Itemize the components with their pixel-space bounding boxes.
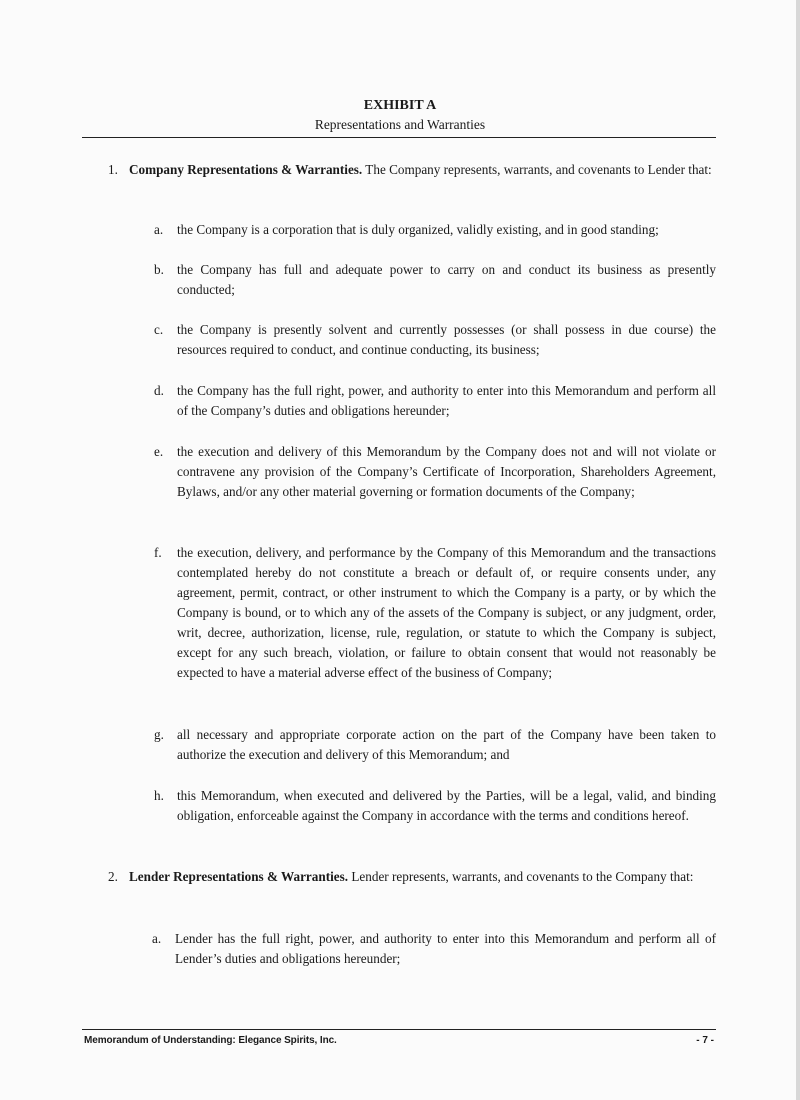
- exhibit-subtitle: Representations and Warranties: [314, 117, 486, 132]
- footer-divider: [82, 1029, 716, 1030]
- list-item: [154, 260, 716, 300]
- item-letter: a.: [152, 931, 162, 946]
- section-body: [129, 160, 716, 180]
- list-item: [154, 786, 716, 826]
- section-lender-representations: [108, 867, 716, 887]
- section-number: 2.: [108, 869, 118, 884]
- section-lead: Lender Representations & Warranties.: [129, 869, 349, 884]
- item-text: the execution and delivery of this Memorandum by the Company does not and will not violate or contravene any provision of the Company’s Certificate of Incorporation, Shareholders Agreement, Bylaws, and/or any other material governing or formation documents of the Company;: [177, 444, 716, 499]
- item-letter: c.: [154, 322, 164, 337]
- item-letter: b.: [154, 262, 164, 277]
- exhibit-title: EXHIBIT A: [363, 98, 437, 113]
- page-number: - 7 -: [696, 1035, 714, 1046]
- section-text: The Company represents, warrants, and covenants to Lender that:: [362, 162, 712, 177]
- item-text: the Company has full and adequate power to carry on and conduct its business as presently conducted;: [177, 262, 716, 297]
- footer-document-title: Memorandum of Understanding: Elegance Spirits, Inc.: [84, 1035, 337, 1046]
- header-divider: [82, 137, 716, 138]
- item-letter: e.: [154, 444, 164, 459]
- item-letter: f.: [154, 545, 162, 560]
- item-text: the Company is presently solvent and currently possesses (or shall possess in due course) the resources required to conduct, and continue conducting, its business;: [177, 322, 716, 357]
- item-text: the execution, delivery, and performance by the Company of this Memorandum and the transactions contemplated hereby do not constitute a breach or default of, or require consents under, any agreement, permit, contract, or other instrument to which the Company is a party, or by which the Company is bound, or to which any of the assets of the Company is subject, or any judgment, order, writ, decree, authorization, license, rule, regulation, or statute to which the Company is subject, except for any such breach, violation, or failure to obtain consent that would not reasonably be expected to have a material adverse effect of the business of Company;: [177, 545, 716, 680]
- exhibit-header: [82, 97, 718, 135]
- item-text: this Memorandum, when executed and delivered by the Parties, will be a legal, valid, and binding obligation, enforceable against the Company in accordance with the terms and conditions hereof.: [177, 788, 716, 823]
- section-company-representations: [108, 160, 716, 180]
- list-item: [154, 725, 716, 765]
- list-item: [154, 381, 716, 421]
- item-letter: h.: [154, 788, 164, 803]
- item-text: the Company has the full right, power, and authority to enter into this Memorandum and perform all of the Company’s duties and obligations hereunder;: [177, 383, 716, 418]
- list-item: [154, 442, 716, 502]
- section-body: [129, 867, 716, 887]
- item-letter: d.: [154, 383, 164, 398]
- list-item: [152, 929, 716, 969]
- item-letter: a.: [154, 222, 164, 237]
- page-edge: [796, 0, 800, 1100]
- section-text: Lender represents, warrants, and covenants to the Company that:: [348, 869, 694, 884]
- item-text: Lender has the full right, power, and authority to enter into this Memorandum and perform all of Lender’s duties and obligations hereunder;: [175, 931, 716, 966]
- section-lead: Company Representations & Warranties.: [129, 162, 363, 177]
- item-text: the Company is a corporation that is duly organized, validly existing, and in good standing;: [177, 222, 659, 237]
- section-number: 1.: [108, 162, 118, 177]
- list-item: [154, 220, 716, 240]
- item-letter: g.: [154, 727, 164, 742]
- list-item: [154, 543, 716, 683]
- list-item: [154, 320, 716, 360]
- item-text: all necessary and appropriate corporate action on the part of the Company have been taken to authorize the execution and delivery of this Memorandum; and: [177, 727, 716, 762]
